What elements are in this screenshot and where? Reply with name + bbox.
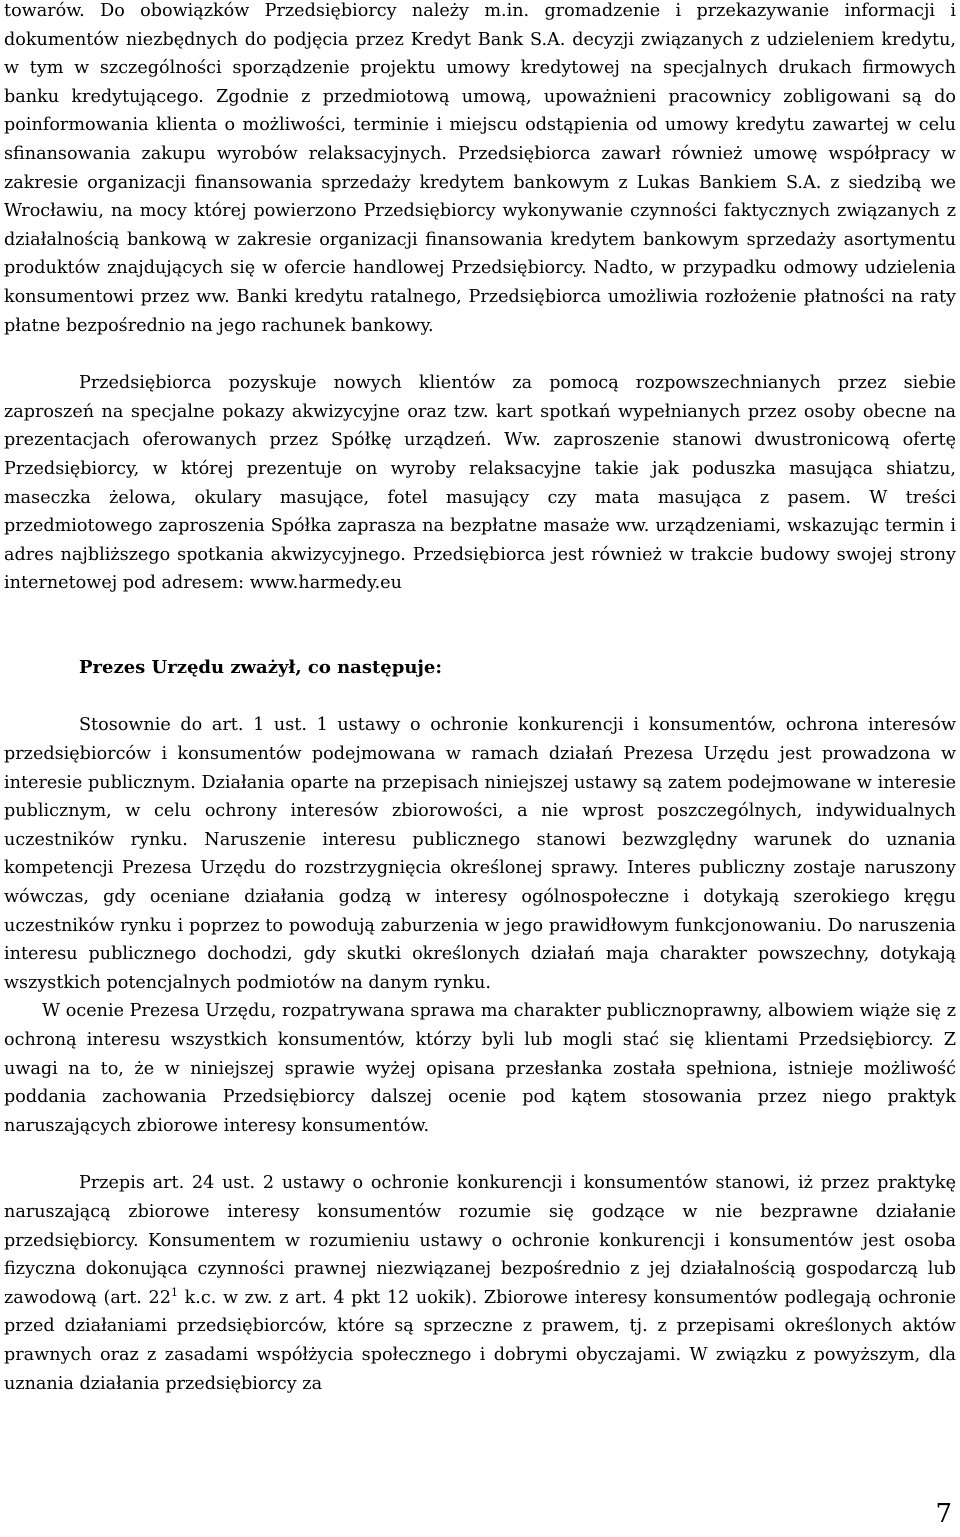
document-page bbox=[4, 0, 956, 1398]
paragraph-text: k.c. w zw. z art. 4 pkt 12 uokik). Zbiorowe interesy konsumentów podlegają ochronie przed działaniami przedsiębiorców, które są sprzeczne z prawem, tj. z przepisami określonych aktów prawnych oraz z zasadami współżycia społecznego i dobrymi obyczajami. W związku z powyższym, dla uznania działania przedsiębiorcy za bbox=[4, 1287, 956, 1394]
page-number: 7 bbox=[935, 1499, 952, 1529]
body-paragraph: Stosownie do art. 1 ust. 1 ustawy o ochronie konkurencji i konsumentów, ochrona interesów przedsiębiorców i konsumentów podejmowana w ramach działań Prezesa Urzędu jest prowadzona w interesie publicznym. Działania oparte na przepisach niniejszej ustawy są zatem podejmowane w interesie publicznym, w celu ochrony interesów zbiorowości, a nie wprost poszczególnych, indywidualnych uczestników rynku. Naruszenie interesu publicznego stanowi bezwzględny warunek do uznania kompetencji Prezesa Urzędu do rozstrzygnięcia określonej sprawy. Interes publiczny zostaje naruszony wówczas, gdy oceniane działania godzą w interesy ogólnospołeczne i dotykają szerokiego kręgu uczestników rynku i poprzez to powodują zaburzenia w jego prawidłowym funkcjonowaniu. Do naruszenia interesu publicznego dochodzi, gdy skutki określonych działań maja charakter powszechny, dotykają wszystkich potencjalnych podmiotów na danym rynku. bbox=[4, 715, 956, 993]
body-paragraph: W ocenie Prezesa Urzędu, rozpatrywana sprawa ma charakter publicznoprawny, albowiem wiąże się z ochroną interesu wszystkich konsumentów, którzy byli lub mogli stać się klientami Przedsiębiorcy. Z uwagi na to, że w niniejszej sprawie wyżej opisana przesłanka została spełniona, istnieje możliwość poddania zachowania Przedsiębiorcy dalszej ocenie pod kątem stosowania przez niego praktyk naruszających zbiorowe interesy konsumentów. bbox=[4, 1001, 956, 1136]
body-paragraph: Przedsiębiorca pozyskuje nowych klientów za pomocą rozpowszechnianych przez siebie zaproszeń na specjalne pokazy akwizycyjne oraz tzw. kart spotkań wypełnianych przez osoby obecne na prezentacjach oferowanych przez Spółkę urządzeń. Ww. zaproszenie stanowi dwustronicową ofertę Przedsiębiorcy, w której prezentuje on wyroby relaksacyjne takie jak poduszka masująca shiatzu, maseczka żelowa, okulary masujące, fotel masujący czy mata masująca z pasem. W treści przedmiotowego zaproszenia Spółka zaprasza na bezpłatne masaże ww. urządzeniami, wskazując termin i adres najbliższego spotkania akwizycyjnego. Przedsiębiorca jest również w trakcie budowy swojej strony internetowej pod adresem: www.harmedy.eu bbox=[4, 373, 956, 594]
superscript: 1 bbox=[170, 1285, 178, 1299]
section-heading: Prezes Urzędu zważył, co następuje: bbox=[79, 656, 443, 678]
body-paragraph bbox=[4, 1169, 956, 1398]
paragraph-text: Przepis art. 24 ust. 2 ustawy o ochronie konkurencji i konsumentów stanowi, iż przez praktykę naruszającą zbiorowe interesy konsumentów rozumie się godzące w nie bezprawne działanie przedsiębiorcy. Konsumentem w rozumieniu ustawy o ochronie konkurencji i konsumentów jest osoba fizyczna dokonująca czynności prawnej niezwiązanej bezpośrednio z jej działalnością gospodarczą lub zawodową (art. 22 bbox=[4, 1173, 956, 1308]
body-paragraph: towarów. Do obowiązków Przedsiębiorcy należy m.in. gromadzenie i przekazywanie informacji i dokumentów niezbędnych do podjęcia przez Kredyt Bank S.A. decyzji związanych z udzieleniem kredytu, w tym w szczególności sporządzenie projektu umowy kredytowej na specjalnych drukach firmowych banku kredytującego. Zgodnie z przedmiotową umową, upoważnieni pracownicy zobligowani są do poinformowania klienta o możliwości, terminie i miejscu odstąpienia od umowy kredytu zawartej w celu sfinansowania zakupu wyrobów relaksacyjnych. Przedsiębiorca zawarł również umowę współpracy w zakresie organizacji finansowania sprzedaży kredytem bankowym z Lukas Bankiem S.A. z siedzibą we Wrocławiu, na mocy której powierzono Przedsiębiorcy wykonywanie czynności faktycznych związanych z działalnością bankową w zakresie organizacji finansowania kredytem bankowym sprzedaży asortymentu produktów znajdujących się w ofercie handlowej Przedsiębiorcy. Nadto, w przypadku odmowy udzielenia konsumentowi przez ww. Banki kredytu ratalnego, Przedsiębiorca umożliwia rozłożenie płatności na raty płatne bezpośrednio na jego rachunek bankowy. bbox=[4, 1, 956, 336]
